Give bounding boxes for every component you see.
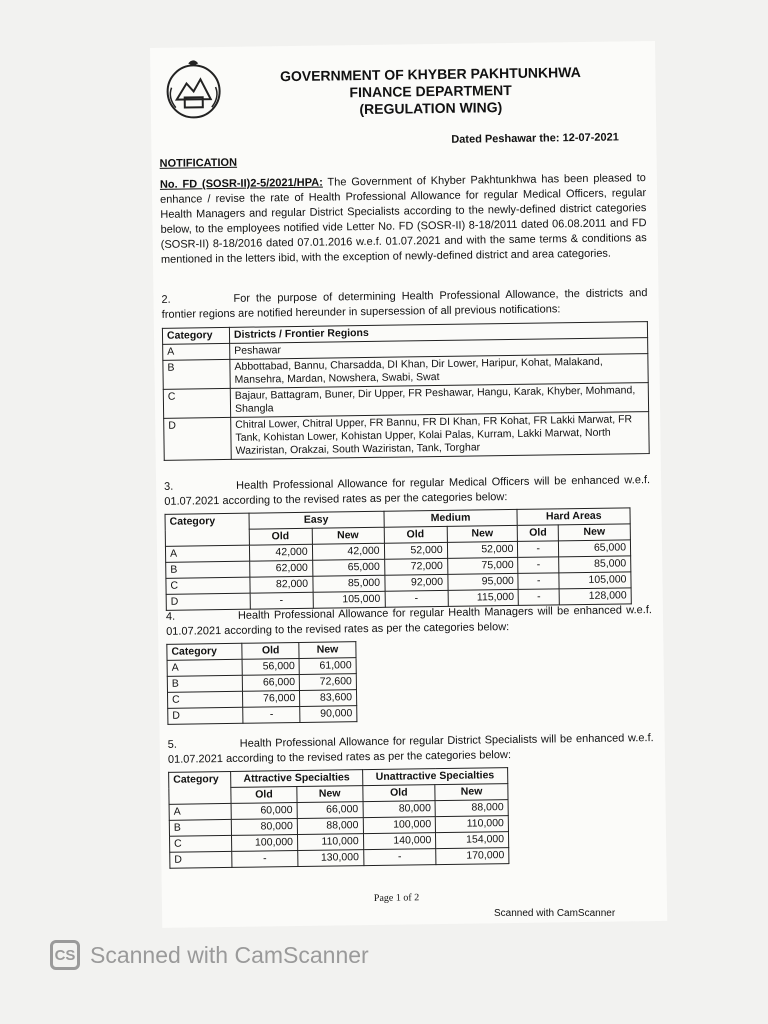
table-cell: 115,000 bbox=[448, 589, 519, 606]
table-cell: 85,000 bbox=[559, 556, 631, 573]
table-cell: D bbox=[168, 707, 244, 724]
table-cell: 110,000 bbox=[297, 834, 363, 851]
table-cell: 76,000 bbox=[243, 690, 300, 707]
heading-department: FINANCE DEPARTMENT bbox=[349, 81, 512, 101]
paragraph-2 bbox=[161, 286, 647, 323]
table-cell: 61,000 bbox=[299, 658, 356, 675]
camscanner-watermark bbox=[50, 938, 369, 972]
paragraph-2-text: For the purpose of determining Health Professional Allowance, the districts and frontier regions are notified hereunder in supersession of all previous notifications: bbox=[161, 287, 648, 321]
table-cell: 72,000 bbox=[384, 558, 447, 575]
paragraph-5-number: 5. bbox=[167, 738, 178, 751]
table-header-cell: New bbox=[297, 786, 363, 803]
table-cell: 95,000 bbox=[447, 573, 518, 590]
table-cell: 52,000 bbox=[447, 541, 518, 558]
table-header-cell: Old bbox=[249, 528, 312, 545]
table-cell: 75,000 bbox=[447, 557, 518, 574]
paragraph-3-text: Health Professional Allowance for regular Medical Officers will be enhanced w.e.f. 01.07.2021 according to the revised rates as per the categories below: bbox=[164, 474, 651, 508]
table-header-cell: Old bbox=[384, 526, 447, 543]
table-header-cell: New bbox=[447, 525, 518, 542]
table-cell: - bbox=[232, 851, 298, 868]
table-cell: 65,000 bbox=[312, 559, 384, 576]
document-page bbox=[150, 41, 667, 928]
table-header-cell: Hard Areas bbox=[517, 508, 630, 526]
health-managers-table bbox=[166, 641, 357, 725]
page-number: Page 1 of 2 bbox=[373, 892, 420, 904]
table-cell: C bbox=[167, 691, 243, 708]
table-header-cell: Old bbox=[231, 787, 297, 804]
table-header-cell: Medium bbox=[384, 509, 518, 527]
table-header-cell: Districts / Frontier Regions bbox=[229, 322, 647, 344]
table-row bbox=[164, 412, 650, 461]
table-cell: 66,000 bbox=[297, 802, 363, 819]
table-cell: - bbox=[363, 849, 436, 866]
table-cell: 85,000 bbox=[312, 575, 384, 592]
paragraph-5-text: Health Professional Allowance for regular District Specialists will be enhanced w.e.f. 01.07.2021 according to the revised rates as per the categories below: bbox=[167, 732, 654, 766]
table-cell: 92,000 bbox=[384, 574, 447, 591]
table-cell: Abbottabad, Bannu, Charsadda, DI Khan, Dir Lower, Haripur, Kohat, Malakand, Mansehra, Mardan, Nowshera, Swabi, Swat bbox=[230, 354, 648, 389]
table-cell: Chitral Lower, Chitral Upper, FR Bannu, FR DI Khan, FR Kohat, FR Lakki Marwat, FR Tank, Kohistan Lower, Kohistan Upper, Kolai Palas, Kurram, Lakki Marwat, North Waziristan, Orakzai, South Waziristan, Tank, Torghar bbox=[231, 412, 650, 460]
table-cell: 82,000 bbox=[249, 576, 312, 593]
table-cell: A bbox=[163, 343, 230, 360]
table-cell: 42,000 bbox=[249, 544, 312, 561]
table-cell: B bbox=[166, 561, 250, 578]
table-cell: C bbox=[163, 388, 230, 418]
district-specialists-table bbox=[168, 767, 509, 869]
table-cell: - bbox=[243, 706, 300, 723]
table-cell: D bbox=[170, 851, 232, 868]
table-cell: A bbox=[169, 803, 231, 820]
table-cell: 154,000 bbox=[436, 832, 509, 849]
table-header-cell: New bbox=[558, 524, 630, 541]
table-header-cell: New bbox=[312, 527, 384, 544]
table-header-cell: Old bbox=[518, 525, 559, 542]
table-header-cell: Unattractive Specialties bbox=[362, 768, 508, 786]
table-cell: 140,000 bbox=[363, 833, 436, 850]
table-cell: 105,000 bbox=[559, 572, 631, 589]
table-cell: 110,000 bbox=[436, 816, 509, 833]
table-cell: C bbox=[166, 577, 250, 594]
table-cell: 72,600 bbox=[299, 674, 356, 691]
table-cell: 100,000 bbox=[363, 817, 436, 834]
table-cell: 83,600 bbox=[300, 690, 357, 707]
paragraph-3 bbox=[164, 473, 650, 510]
scanned-footer-text: Scanned with CamScanner bbox=[494, 908, 616, 919]
table-cell: 80,000 bbox=[363, 801, 436, 818]
reference-number: No. FD (SOSR-II)2-5/2021/HPA: bbox=[159, 176, 323, 191]
table-cell: 130,000 bbox=[298, 850, 364, 867]
table-cell: Peshawar bbox=[230, 338, 648, 360]
table-cell: A bbox=[167, 659, 243, 676]
paragraph-1 bbox=[160, 171, 647, 268]
table-cell: - bbox=[518, 589, 559, 606]
table-header-cell: Category bbox=[169, 771, 232, 804]
table-cell: - bbox=[518, 557, 559, 574]
table-header-cell: Easy bbox=[249, 511, 384, 529]
district-categories-table bbox=[162, 321, 650, 461]
table-header-cell: Category bbox=[162, 327, 229, 344]
table-cell: 62,000 bbox=[249, 560, 312, 577]
table-cell: 88,000 bbox=[297, 818, 363, 835]
paragraph-3-number: 3. bbox=[164, 480, 174, 493]
watermark-text: Scanned with CamScanner bbox=[90, 941, 369, 968]
table-cell: 56,000 bbox=[242, 658, 299, 675]
medical-officers-table bbox=[165, 507, 632, 610]
table-cell: 60,000 bbox=[231, 803, 297, 820]
table-header-cell: Attractive Specialties bbox=[231, 770, 363, 788]
table-header-cell: New bbox=[435, 784, 508, 801]
table-cell: 100,000 bbox=[232, 835, 298, 852]
table-cell: D bbox=[166, 593, 250, 610]
table-cell: 65,000 bbox=[558, 540, 630, 557]
paragraph-5 bbox=[168, 731, 654, 768]
table-cell: D bbox=[164, 417, 232, 460]
paragraph-4-text: Health Professional Allowance for regular Health Managers will be enhanced w.e.f. 01.07.2021 according to the revised rates as per the categories below: bbox=[166, 604, 652, 638]
table-cell: B bbox=[163, 359, 230, 389]
table-header-cell: Old bbox=[242, 642, 299, 659]
table-cell: A bbox=[165, 545, 249, 562]
paragraph-4 bbox=[166, 603, 652, 640]
table-cell: - bbox=[518, 541, 559, 558]
table-cell: B bbox=[169, 819, 231, 836]
table-cell: 80,000 bbox=[231, 819, 297, 836]
paragraph-1-text: The Government of Khyber Pakhtunkhwa has been pleased to enhance / revise the rate of Health Professional Allowance for regular Medical Officers, regular Health Managers and regular District Specialists according to the newly-defined district categories below, to the employees notified vide Letter No. FD (SOSR-II) 8-18/2011 dated 06.08.2011 and FD (SOSR-II) 8-18/2016 dated 07.01.2016 w.e.f. 01.07.2021 and with the same terms & conditions as mentioned in the letters ibid, with the exception of newly-defined district and area categories. bbox=[160, 172, 647, 266]
table-cell: 90,000 bbox=[300, 706, 357, 723]
table-cell: - bbox=[518, 573, 559, 590]
table-cell: 52,000 bbox=[384, 542, 447, 559]
table-cell: C bbox=[170, 835, 232, 852]
notification-title: NOTIFICATION bbox=[159, 156, 238, 170]
table-row bbox=[168, 706, 357, 725]
table-cell: 170,000 bbox=[436, 848, 509, 865]
table-cell: 66,000 bbox=[243, 674, 300, 691]
table-header-cell: Category bbox=[167, 643, 243, 660]
table-cell: - bbox=[385, 590, 448, 607]
table-cell: 88,000 bbox=[435, 800, 508, 817]
paragraph-2-number: 2. bbox=[161, 293, 171, 306]
document-heading bbox=[240, 63, 621, 119]
table-cell: B bbox=[167, 675, 243, 692]
paragraph-4-number: 4. bbox=[165, 610, 176, 623]
table-cell: 128,000 bbox=[559, 588, 631, 605]
heading-government: GOVERNMENT OF KHYBER PAKHTUNKHWA bbox=[279, 63, 581, 85]
table-header-cell: Category bbox=[165, 513, 249, 546]
government-emblem-logo bbox=[162, 57, 225, 124]
camscanner-icon: CS bbox=[50, 940, 80, 970]
heading-wing: (REGULATION WING) bbox=[359, 99, 503, 118]
table-cell: 105,000 bbox=[313, 591, 385, 608]
table-row bbox=[170, 848, 509, 869]
table-header-cell: New bbox=[299, 642, 356, 659]
table-cell: - bbox=[250, 592, 313, 609]
table-cell: Bajaur, Battagram, Buner, Dir Upper, FR Peshawar, Hangu, Karak, Khyber, Mohmand, Shangla bbox=[230, 383, 648, 418]
table-header-cell: Old bbox=[362, 785, 435, 802]
dated-line: Dated Peshawar the: 12-07-2021 bbox=[451, 131, 619, 146]
table-cell: 42,000 bbox=[312, 543, 384, 560]
